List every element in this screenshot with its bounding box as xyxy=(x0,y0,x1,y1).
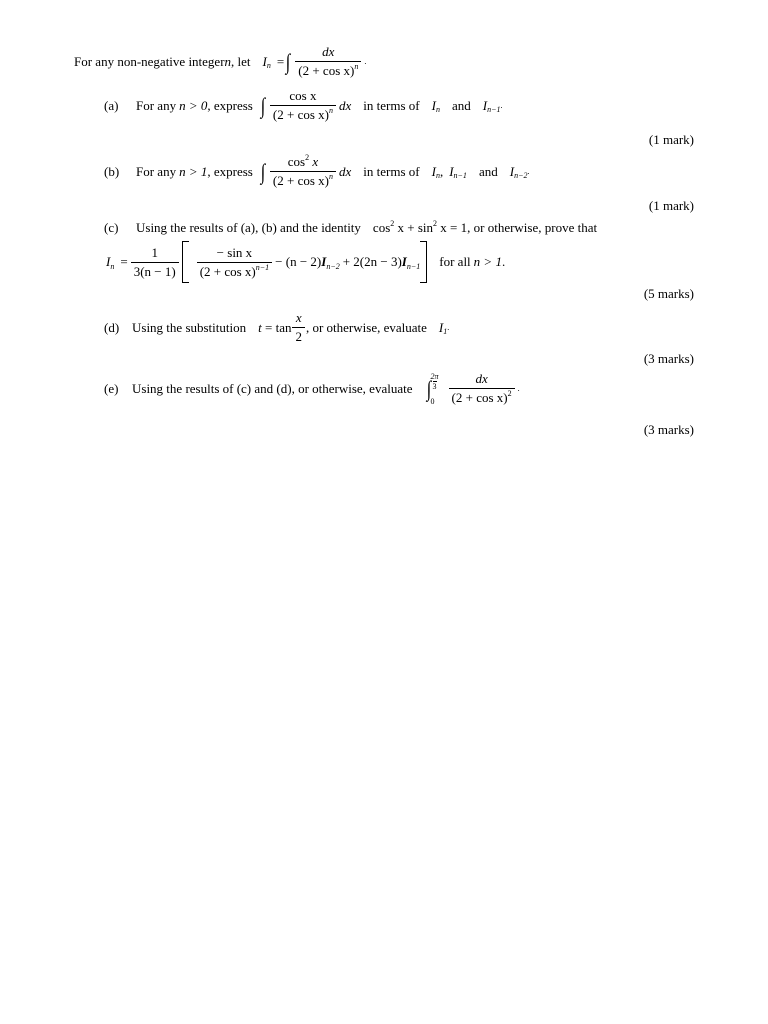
part-b-I3-sub: n−2 xyxy=(514,171,528,180)
integral-sign: ∫ xyxy=(260,158,266,184)
part-c-label: (c) xyxy=(104,220,119,235)
part-b-dx: dx xyxy=(338,163,352,179)
part-b-terms: in terms of xyxy=(363,163,420,179)
part-e-marks: (3 marks) xyxy=(643,422,694,437)
part-c-for-all: for all xyxy=(439,254,471,269)
integral-sign: ∫ xyxy=(285,48,291,74)
part-b-numerator: $\cos^2 x$ xyxy=(287,153,319,169)
part-c-text: Using the results of (a), (b) and the identity xyxy=(136,220,361,235)
part-e-text: Using the results of (c) and (d), or otherwise, evaluate xyxy=(132,380,413,396)
part-d-marks: (3 marks) xyxy=(643,351,694,366)
part-a-denominator: $(2 + \cos x)^n$ xyxy=(270,105,336,123)
integral-sign: ∫ xyxy=(426,375,431,401)
part-a-I1: I xyxy=(431,97,436,113)
intro-I-sub: n xyxy=(266,61,271,70)
part-c-I: I xyxy=(106,254,111,269)
part-e-upper-limit: 2π 3 xyxy=(430,371,439,391)
part-b-marks: (1 mark) xyxy=(648,198,694,213)
part-a-cond: n > 0 xyxy=(179,97,208,113)
part-a-I2: I xyxy=(482,97,488,113)
part-a-text: For any xyxy=(136,97,177,113)
part-d-I-sub: 1 xyxy=(443,327,448,336)
part-c-term-a: − (n − 2) xyxy=(275,254,322,269)
part-b-text: For any xyxy=(136,163,177,179)
intro-line xyxy=(74,44,366,79)
integral-sign: ∫ xyxy=(260,92,266,118)
part-b-fraction xyxy=(270,154,336,189)
intro-denominator: $(2 + \cos x)^n$ xyxy=(295,61,361,79)
part-a-fraction xyxy=(270,88,336,123)
part-a-dx: dx xyxy=(338,97,352,113)
part-d-I: I xyxy=(438,319,444,335)
part-a-I1-sub: n xyxy=(435,105,440,114)
part-c-formula: I n = $\frac{1}{3(n - 1)}$ $\frac{\text{− sin x}}{(2 + \cos x)^{n-1}}$ − (n − 2) I n−2 + 2(2n − 3) I n−1 for all n > 1 . xyxy=(106,241,505,283)
intro-end: . xyxy=(364,57,367,66)
intro-let: , let xyxy=(231,53,251,69)
part-c-cond: n > 1 xyxy=(473,254,502,269)
part-a-express: , express xyxy=(207,97,253,113)
part-c-coefficient: $\frac{1}{3(n - 1)}$ xyxy=(131,245,179,280)
part-b-I2: I xyxy=(449,163,454,179)
intro-n: n xyxy=(224,53,232,69)
part-e-lower-limit: 0 xyxy=(430,396,435,406)
part-d-text-after: , or otherwise, evaluate xyxy=(305,319,427,335)
part-c-identity: $\cos^2 x + \sin^2 x = 1$ xyxy=(372,219,468,235)
part-e-label: (e) xyxy=(104,380,119,396)
part-a-I2-sub: n−1 xyxy=(487,105,501,114)
part-b: (b) For any n > 1 , express ∫ $\frac{\cos^2 x}{(2 + \cos x)^n}$ dx in terms of I n , I n−1 and I n−2 . xyxy=(104,153,530,188)
part-d: (d) Using the substitution t = tan $\frac{x}{2}$ , or otherwise, evaluate I 1 . xyxy=(104,310,450,344)
part-c-marks: (5 marks) xyxy=(643,286,694,301)
right-bracket xyxy=(420,241,427,283)
intro-numerator: dx xyxy=(322,44,335,59)
part-b-and: and xyxy=(478,163,498,179)
part-d-fraction: $\frac{x}{2}$ xyxy=(292,310,305,345)
part-c-inner-fraction: $\frac{\text{− sin x}}{(2 + \cos x)^{n-1}}$ xyxy=(197,245,272,280)
part-a-numerator: cos x xyxy=(289,88,317,103)
part-e-limits xyxy=(431,372,439,406)
intro-fraction xyxy=(295,44,361,79)
left-bracket xyxy=(182,241,189,283)
part-a: (a) For any n > 0 , express ∫ $\frac{\text{cos x}}{(2 + \cos x)^n}$ dx in terms of I n and I n−1 . xyxy=(104,88,503,122)
part-b-denominator: $(2 + \cos x)^n$ xyxy=(270,171,336,189)
part-b-I1-sub: n xyxy=(435,171,440,180)
part-a-label: (a) xyxy=(104,97,119,113)
part-e-fraction: $\frac{dx}{(2 + \cos x)^2}$ xyxy=(449,371,515,406)
part-a-terms: in terms of xyxy=(363,97,420,113)
part-d-text: Using the substitution xyxy=(132,319,247,335)
part-a-and: and xyxy=(451,97,471,113)
part-d-label: (d) xyxy=(104,319,120,335)
part-b-I1: I xyxy=(431,163,436,179)
part-a-marks: (1 mark) xyxy=(648,132,694,147)
intro-text: For any non-negative integer xyxy=(74,53,225,69)
part-b-I3: I xyxy=(509,163,515,179)
part-c-term-b: + 2(2n − 3) xyxy=(342,254,402,269)
part-e: (e) Using the results of (c) and (d), or otherwise, evaluate ∫ 2π 3 0 $\frac{dx}{(2 + \cos x)^2}$ . xyxy=(104,371,520,406)
intro-I: I xyxy=(262,53,267,69)
intro-eq: = xyxy=(276,53,285,69)
part-c-I-sub: n xyxy=(110,261,115,271)
part-c xyxy=(104,220,597,236)
part-d-substitution: t = tan xyxy=(258,319,292,335)
part-b-I2-sub: n−1 xyxy=(453,171,467,180)
part-b-label: (b) xyxy=(104,163,120,179)
part-b-express: , express xyxy=(207,163,253,179)
part-c-text-after: , or otherwise, prove that xyxy=(467,220,598,235)
part-b-cond: n > 1 xyxy=(179,163,208,179)
